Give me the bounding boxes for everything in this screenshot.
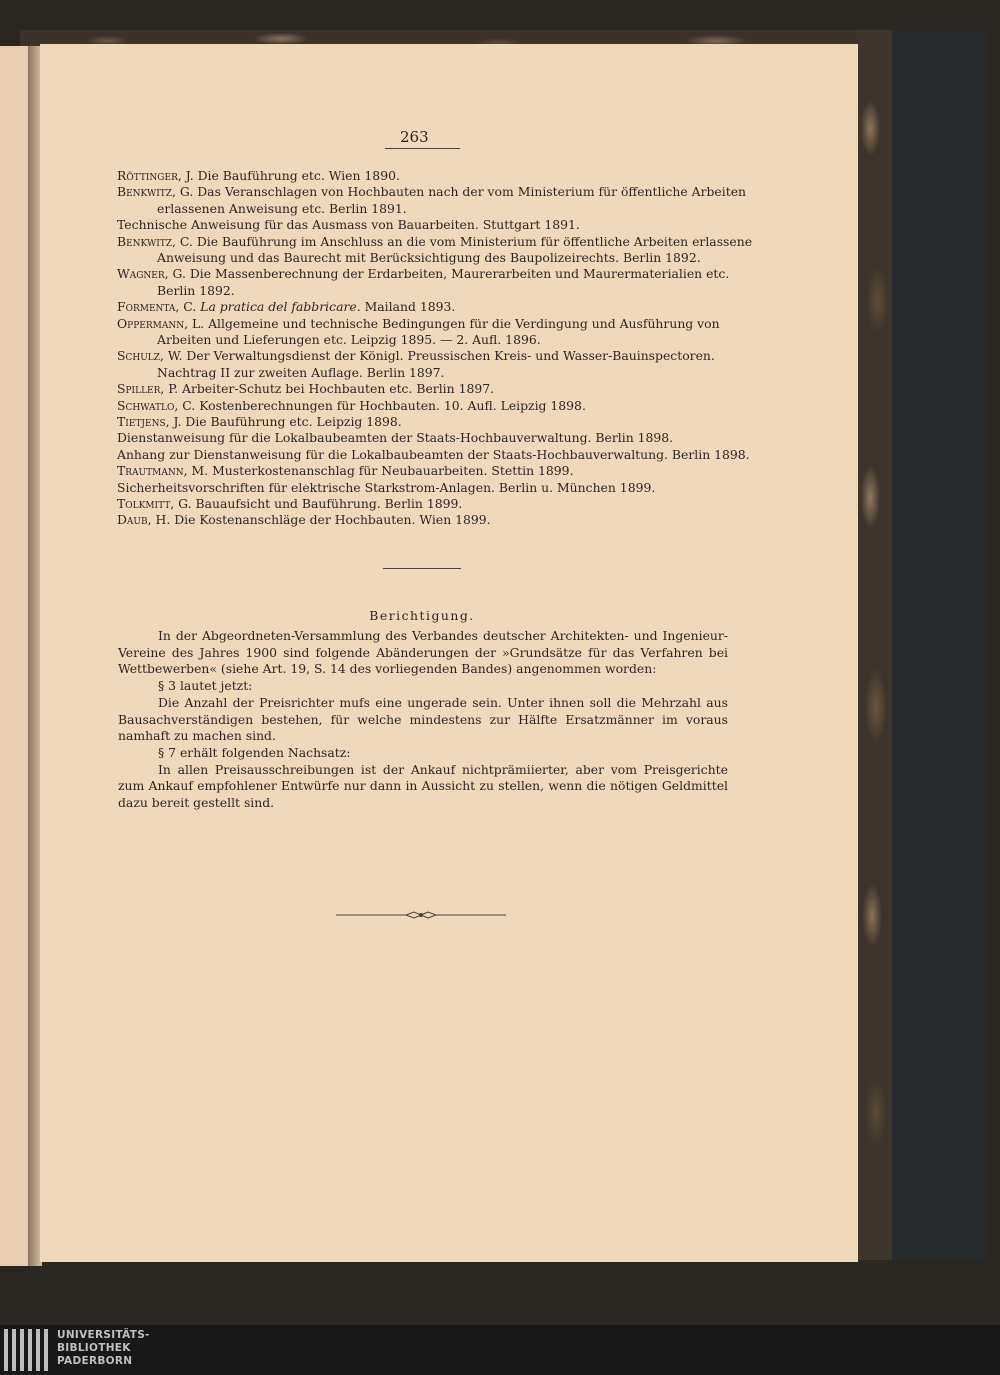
- section-7-title: § 7 erhält folgenden Nachsatz:: [158, 744, 351, 760]
- logo-line-3: PADERBORN: [57, 1355, 133, 1367]
- reference-entry: [117, 430, 673, 446]
- reference-title-italic: La pratica del fabbricare.: [200, 299, 361, 315]
- correction-intro: [118, 628, 728, 812]
- reference-continuation: Nachtrag II zur zweiten Auflage. Berlin 1897.: [157, 364, 445, 380]
- reference-author: Formenta, C.: [117, 299, 197, 315]
- reference-entry: [117, 234, 752, 250]
- reference-text: Bauaufsicht und Bauführung. Berlin 1899.: [195, 496, 463, 511]
- reference-entry: [117, 414, 402, 430]
- reference-entry: [117, 447, 750, 463]
- reference-text: Sicherheitsvorschriften für elektrische Starkstrom-Anlagen. Berlin u. München 1899.: [117, 479, 656, 495]
- reference-continuation: Arbeiten und Lieferungen etc. Leipzig 1895. — 2. Aufl. 1896.: [157, 332, 541, 347]
- reference-entry: [117, 398, 586, 414]
- reference-author: Röttinger, J.: [117, 168, 194, 183]
- reference-continuation: Anweisung und das Baurecht mit Berücksichtigung des Baupolizeirechts. Berlin 1892.: [157, 250, 701, 265]
- correction-intro-text: In der Abgeordneten-Versammlung des Verbandes deutscher Architekten- und Ingenieur-Vereine des Jahres 1900 sind folgende Abänderungen der »Grundsätze für das Verfahren bei Wettbewerben« (siehe Art. 19, S. 14 des vorliegenden Bandes) angenommen worden:: [118, 628, 728, 677]
- reference-text: Die Kostenanschläge der Hochbauten. Wien 1899.: [174, 512, 491, 528]
- reference-text: Das Veranschlagen von Hochbauten nach der vom Ministerium für öffentliche Arbeiten: [197, 184, 747, 200]
- marbled-cover-right: [856, 30, 892, 1260]
- library-logo-icon: [4, 1329, 48, 1371]
- reference-entry: [117, 348, 715, 364]
- section-7-text: In allen Preisausschreibungen ist der Ankauf nichtprämiierter, aber vom Preisgerichte zum Ankauf empfohlener Entwürfe nur dann in Aussicht zu stellen, wenn die nötigen Geldmittel dazu bereit gestellt sind.: [118, 761, 728, 811]
- reference-text: Anhang zur Dienstanweisung für die Lokalbaubeamten der Staats-Hochbauverwaltung. Berlin 1898.: [117, 446, 750, 462]
- book-binding: [886, 30, 986, 1260]
- reference-entry: [117, 496, 462, 512]
- reference-entry: [117, 512, 491, 528]
- reference-text: Die Bauführung etc. Wien 1890.: [197, 168, 400, 183]
- reference-text: Kostenberechnungen für Hochbauten. 10. Aufl. Leipzig 1898.: [199, 397, 586, 413]
- section-divider: [383, 568, 461, 569]
- reference-entry: [117, 299, 455, 315]
- reference-text: Musterkostenanschlag für Neubauarbeiten. Stettin 1899.: [212, 463, 574, 479]
- reference-text: Arbeiter-Schutz bei Hochbauten etc. Berlin 1897.: [182, 381, 495, 397]
- reference-author: Trautmann, M.: [117, 463, 209, 479]
- reference-entry: [117, 266, 729, 282]
- reference-entry: [117, 316, 720, 332]
- section-3-text: Die Anzahl der Preisrichter mufs eine ungerade sein. Unter ihnen soll die Mehrzahl aus Bausachverständigen bestehen, für welche mindestens zur Hälfte Ersatzmänner im voraus namhaft zu machen sind.: [118, 694, 728, 744]
- section-3-title: § 3 lautet jetzt:: [158, 678, 253, 694]
- reference-text: Dienstanweisung für die Lokalbaubeamten der Staats-Hochbauverwaltung. Berlin 1898.: [117, 430, 674, 446]
- reference-author: Oppermann, L.: [117, 315, 205, 331]
- reference-entry: [117, 168, 400, 184]
- reference-entry: [117, 381, 494, 397]
- reference-text: Allgemeine und technische Bedingungen für die Verdingung und Ausführung von: [208, 315, 720, 331]
- reference-entry: [117, 184, 746, 200]
- reference-author: Tietjens, J.: [117, 414, 182, 429]
- reference-text: Die Bauführung etc. Leipzig 1898.: [185, 414, 402, 429]
- left-page-edge: [0, 46, 30, 1266]
- reference-entry: [117, 480, 655, 496]
- reference-author: Spiller, P.: [117, 381, 179, 397]
- reference-text: Die Bauführung im Anschluss an die vom Ministerium für öffentliche Arbeiten erlassene: [196, 233, 753, 249]
- reference-text: Die Massenberechnung der Erdarbeiten, Maurerarbeiten und Maurermaterialien etc.: [189, 266, 730, 282]
- page-number: 263: [400, 128, 429, 146]
- reference-author: Tolkmitt, G.: [117, 496, 192, 511]
- reference-entry: [117, 463, 574, 479]
- library-footer: [0, 1325, 1000, 1375]
- reference-author: Wagner, G.: [117, 266, 186, 282]
- reference-author: Daub, H.: [117, 512, 171, 528]
- page-number-rule: [385, 148, 460, 149]
- reference-continuation: Berlin 1892.: [157, 282, 235, 298]
- library-logo-text: [57, 1329, 150, 1368]
- reference-author: Benkwitz, C.: [117, 233, 193, 249]
- logo-line-1: UNIVERSITÄTS-: [57, 1329, 150, 1341]
- reference-author: Benkwitz, G.: [117, 184, 194, 200]
- reference-text: Mailand 1893.: [364, 299, 456, 315]
- reference-continuation: erlassenen Anweisung etc. Berlin 1891.: [157, 200, 407, 216]
- reference-author: Schwatlo, C.: [117, 397, 196, 413]
- reference-text: Technische Anweisung für das Ausmass von Bauarbeiten. Stuttgart 1891.: [117, 217, 580, 233]
- ornament-divider: [336, 907, 506, 923]
- reference-entry: [117, 217, 580, 233]
- reference-text: Der Verwaltungsdienst der Königl. Preussischen Kreis- und Wasser-Bauinspectoren.: [186, 348, 715, 364]
- logo-line-2: BIBLIOTHEK: [57, 1342, 131, 1354]
- reference-author: Schulz, W.: [117, 348, 183, 364]
- correction-heading: Berichtigung.: [369, 608, 475, 623]
